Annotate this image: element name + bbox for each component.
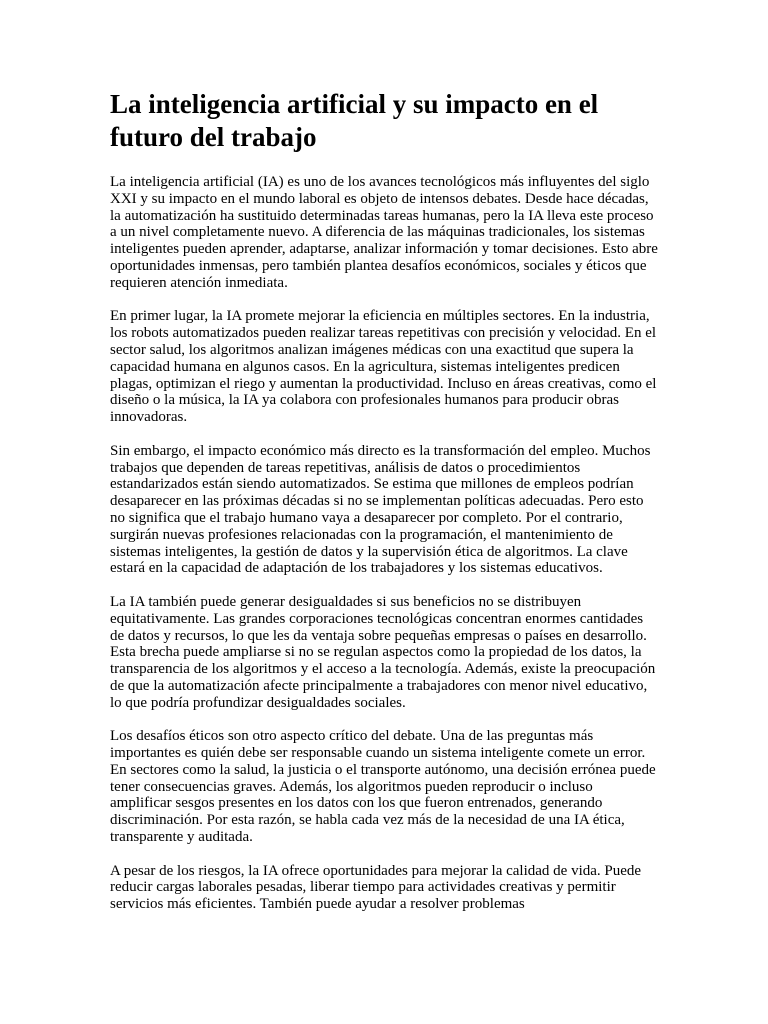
paragraph-5: Los desafíos éticos son otro aspecto crítico del debate. Una de las preguntas más importantes es quién debe ser responsable cuando un sistema inteligente comete un error. En sectores como la salud, la justicia o el transporte autónomo, una decisión errónea puede tener consecuencias graves. Además, los algoritmos pueden reproducir o incluso amplificar sesgos presentes en los datos con los que fueron entrenados, generando discriminación. Por esta razón, se habla cada vez más de la necesidad de una IA ética, transparente y auditada. [110,728,656,846]
paragraph-2: En primer lugar, la IA promete mejorar la eficiencia en múltiples sectores. En la industria, los robots automatizados pueden realizar tareas repetitivas con precisión y velocidad. En el sector salud, los algoritmos analizan imágenes médicas con una exactitud que supera la capacidad humana en algunos casos. En la agricultura, sistemas inteligentes predicen plagas, optimizan el riego y aumentan la productividad. Incluso en áreas creativas, como el diseño o la música, la IA ya colabora con profesionales humanos para producir obras innovadoras. [110,308,657,426]
paragraph-4: La IA también puede generar desigualdades si sus beneficios no se distribuyen equitativamente. Las grandes corporaciones tecnológicas concentran enormes cantidades de datos y recursos, lo que les da ventaja sobre pequeñas empresas o países en desarrollo. Esta brecha puede ampliarse si no se regulan aspectos como la propiedad de los datos, la transparencia de los algoritmos y el acceso a la tecnología. Además, existe la preocupación de que la automatización afecte principalmente a trabajadores con menor nivel educativo, lo que podría profundizar desigualdades sociales. [110,593,656,711]
paragraph-3: Sin embargo, el impacto económico más directo es la transformación del empleo. Muchos trabajos que dependen de tareas repetitivas, análisis de datos o procedimientos estandarizados están siendo automatizados. Se estima que millones de empleos podrían desaparecer en las próximas décadas si no se implementan políticas adecuadas. Pero esto no significa que el trabajo humano vaya a desaparecer por completo. Por el contrario, surgirán nuevas profesiones relacionadas con la programación, el mantenimiento de sistemas inteligentes, la gestión de datos y la supervisión ética de algoritmos. La clave estará en la capacidad de adaptación de los trabajadores y los sistemas educativos. [110,442,651,577]
document-page [110,88,658,930]
document-title: La inteligencia artificial y su impacto en el futuro del trabajo [110,89,599,152]
paragraph-1: La inteligencia artificial (IA) es uno de los avances tecnológicos más influyentes del siglo XXI y su impacto en el mundo laboral es objeto de intensos debates. Desde hace décadas, la automatización ha sustituido determinadas tareas humanas, pero la IA lleva este proceso a un nivel completamente nuevo. A diferencia de las máquinas tradicionales, los sistemas inteligentes pueden aprender, adaptarse, analizar información y tomar decisiones. Esto abre oportunidades inmensas, pero también plantea desafíos económicos, sociales y éticos que requieren atención inmediata. [110,174,658,291]
paragraph-6: A pesar de los riesgos, la IA ofrece oportunidades para mejorar la calidad de vida. Puede reducir cargas laborales pesadas, liberar tiempo para actividades creativas y permitir servicios más eficientes. También puede ayudar a resolver problemas [110,862,642,913]
